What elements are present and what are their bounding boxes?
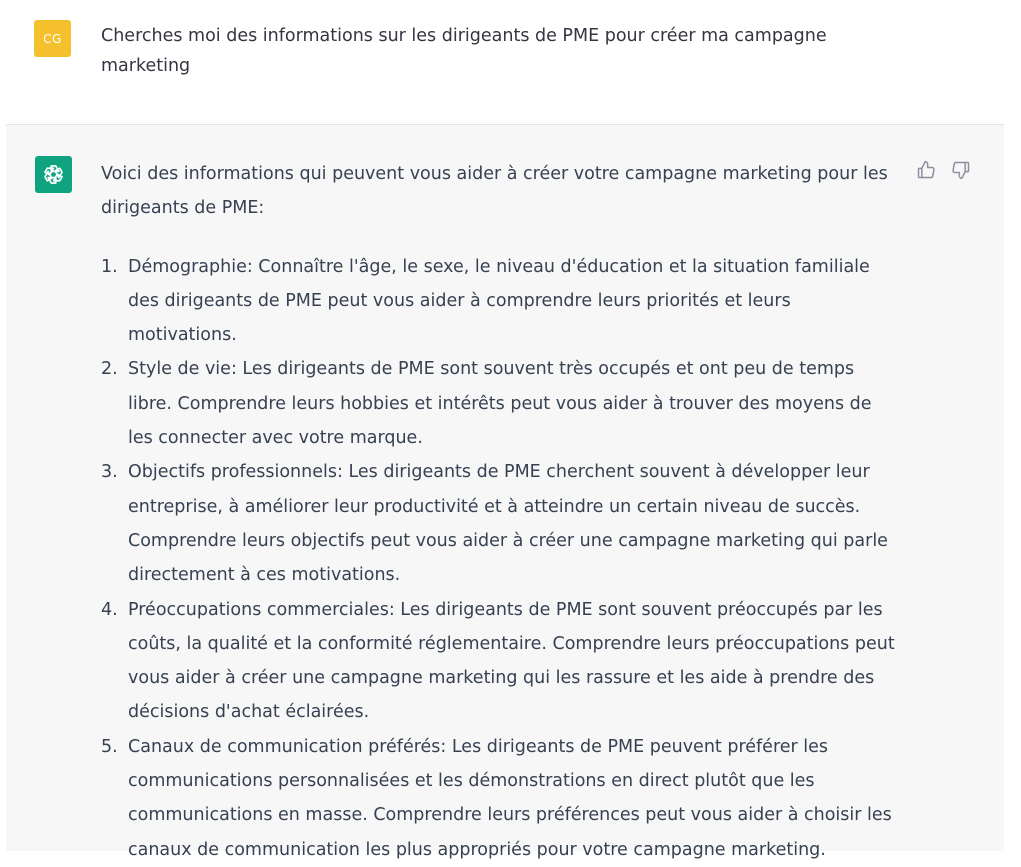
user-message-text: Cherches moi des informations sur les dirigeants de PME pour créer ma campagne marketing [101,26,827,76]
list-item-number: 4. [101,599,118,620]
list-item [101,455,901,592]
list-item-text: Style de vie: Les dirigeants de PME sont souvent très occupés et ont peu de temps libre. Comprendre leurs hobbies et intérêts peut vous aider à trouver des moyens de les connecter avec votre marque. [128,359,872,449]
user-avatar-initials: CG [43,31,62,46]
thumbs-up-button[interactable] [915,159,937,181]
list-item-text: Démographie: Connaître l'âge, le sexe, le niveau d'éducation et la situation familiale des dirigeants de PME peut vous aider à comprendre leurs priorités et leurs motivations. [128,256,870,346]
thumbs-down-icon [951,160,971,180]
assistant-message-row [6,124,1004,860]
list-item-number: 1. [101,256,118,277]
list-item-text: Canaux de communication préférés: Les dirigeants de PME peuvent préférer les communications personnalisées et les démonstrations en direct plutôt que les communications en masse. Comprendre leurs préférences peut vous aider à choisir les canaux de communication les plus appropriés pour votre campagne marketing. [128,736,892,860]
thumbs-up-icon [916,160,936,180]
list-item [101,250,901,353]
assistant-message-body [101,157,901,867]
list-item [101,730,901,867]
list-item-text: Objectifs professionnels: Les dirigeants de PME cherchent souvent à développer leur entreprise, à améliorer leur productivité et à atteindre un certain niveau de succès. Comprendre leurs objectifs peut vous aider à créer une campagne marketing qui parle directement à ces motivations. [128,462,888,586]
openai-logo-icon [41,162,66,187]
thumbs-down-button[interactable] [950,159,972,181]
list-item-text: Préoccupations commerciales: Les dirigeants de PME sont souvent préoccupés par les coûts, la qualité et la conformité réglementaire. Comprendre leurs préoccupations peut vous aider à créer une campagne marketing qui les rassure et les aide à prendre des décisions d'achat éclairées. [128,599,895,723]
answer-list [101,250,901,867]
list-item [101,593,901,730]
list-item-number: 2. [101,359,118,380]
list-item-number: 5. [101,736,118,757]
assistant-avatar [35,156,72,193]
assistant-intro-text: Voici des informations qui peuvent vous aider à créer votre campagne marketing pour les dirigeants de PME: [101,164,888,219]
list-item-number: 3. [101,462,118,483]
list-item [101,352,901,455]
user-avatar [34,20,71,57]
user-message-row [0,0,1021,124]
